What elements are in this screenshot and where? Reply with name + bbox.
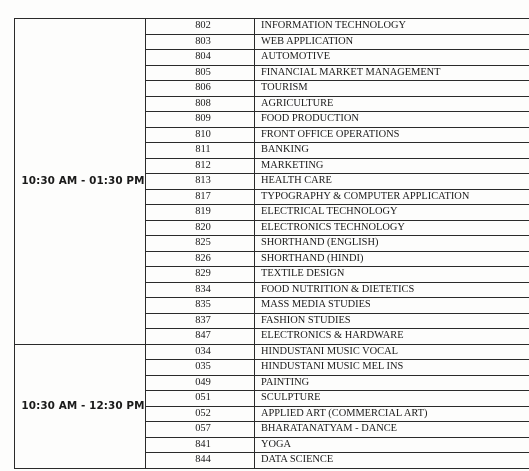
subject-name-cell: WEB APPLICATION <box>255 34 529 50</box>
subject-code-cell: 806 <box>146 81 255 97</box>
subject-name-cell: MARKETING <box>255 158 529 174</box>
subject-name-cell: FRONT OFFICE OPERATIONS <box>255 127 529 143</box>
subject-name-cell: BHARATANATYAM - DANCE <box>255 422 529 438</box>
subject-code-cell: 035 <box>146 360 255 376</box>
subject-code-cell: 819 <box>146 205 255 221</box>
subject-name-cell: HEALTH CARE <box>255 174 529 190</box>
subject-name-cell: ELECTRICAL TECHNOLOGY <box>255 205 529 221</box>
subject-name-cell: HINDUSTANI MUSIC VOCAL <box>255 344 529 360</box>
exam-schedule-table <box>14 18 529 469</box>
subject-name-cell: TYPOGRAPHY & COMPUTER APPLICATION <box>255 189 529 205</box>
subject-code-cell: 802 <box>146 19 255 35</box>
subject-name-cell: DATA SCIENCE <box>255 453 529 469</box>
subject-code-cell: 812 <box>146 158 255 174</box>
subject-code-cell: 817 <box>146 189 255 205</box>
subject-name-cell: HINDUSTANI MUSIC MEL INS <box>255 360 529 376</box>
subject-code-cell: 049 <box>146 375 255 391</box>
table-row <box>15 19 529 35</box>
subject-name-cell: FOOD NUTRITION & DIETETICS <box>255 282 529 298</box>
subject-name-cell: APPLIED ART (COMMERCIAL ART) <box>255 406 529 422</box>
subject-name-cell: SCULPTURE <box>255 391 529 407</box>
subject-code-cell: 810 <box>146 127 255 143</box>
subject-name-cell: YOGA <box>255 437 529 453</box>
subject-code-cell: 835 <box>146 298 255 314</box>
subject-name-cell: AUTOMOTIVE <box>255 50 529 66</box>
subject-name-cell: ELECTRONICS & HARDWARE <box>255 329 529 345</box>
subject-name-cell: TEXTILE DESIGN <box>255 267 529 283</box>
subject-code-cell: 847 <box>146 329 255 345</box>
subject-code-cell: 803 <box>146 34 255 50</box>
subject-name-cell: SHORTHAND (ENGLISH) <box>255 236 529 252</box>
time-slot-cell: 10:30 AM - 01:30 PM <box>15 19 146 345</box>
subject-name-cell: PAINTING <box>255 375 529 391</box>
subject-name-cell: SHORTHAND (HINDI) <box>255 251 529 267</box>
table-row <box>15 344 529 360</box>
subject-code-cell: 051 <box>146 391 255 407</box>
subject-name-cell: INFORMATION TECHNOLOGY <box>255 19 529 35</box>
subject-code-cell: 841 <box>146 437 255 453</box>
subject-code-cell: 834 <box>146 282 255 298</box>
subject-code-cell: 837 <box>146 313 255 329</box>
subject-code-cell: 844 <box>146 453 255 469</box>
subject-name-cell: FASHION STUDIES <box>255 313 529 329</box>
subject-code-cell: 808 <box>146 96 255 112</box>
subject-code-cell: 825 <box>146 236 255 252</box>
time-slot-cell: 10:30 AM - 12:30 PM <box>15 344 146 468</box>
subject-code-cell: 826 <box>146 251 255 267</box>
subject-name-cell: FOOD PRODUCTION <box>255 112 529 128</box>
subject-code-cell: 057 <box>146 422 255 438</box>
subject-code-cell: 809 <box>146 112 255 128</box>
subject-code-cell: 034 <box>146 344 255 360</box>
subject-name-cell: FINANCIAL MARKET MANAGEMENT <box>255 65 529 81</box>
subject-name-cell: ELECTRONICS TECHNOLOGY <box>255 220 529 236</box>
subject-name-cell: AGRICULTURE <box>255 96 529 112</box>
subject-code-cell: 811 <box>146 143 255 159</box>
subject-code-cell: 804 <box>146 50 255 66</box>
subject-code-cell: 805 <box>146 65 255 81</box>
schedule-table-body <box>15 19 529 469</box>
subject-code-cell: 820 <box>146 220 255 236</box>
subject-name-cell: BANKING <box>255 143 529 159</box>
subject-name-cell: TOURISM <box>255 81 529 97</box>
subject-name-cell: MASS MEDIA STUDIES <box>255 298 529 314</box>
subject-code-cell: 813 <box>146 174 255 190</box>
subject-code-cell: 829 <box>146 267 255 283</box>
subject-code-cell: 052 <box>146 406 255 422</box>
